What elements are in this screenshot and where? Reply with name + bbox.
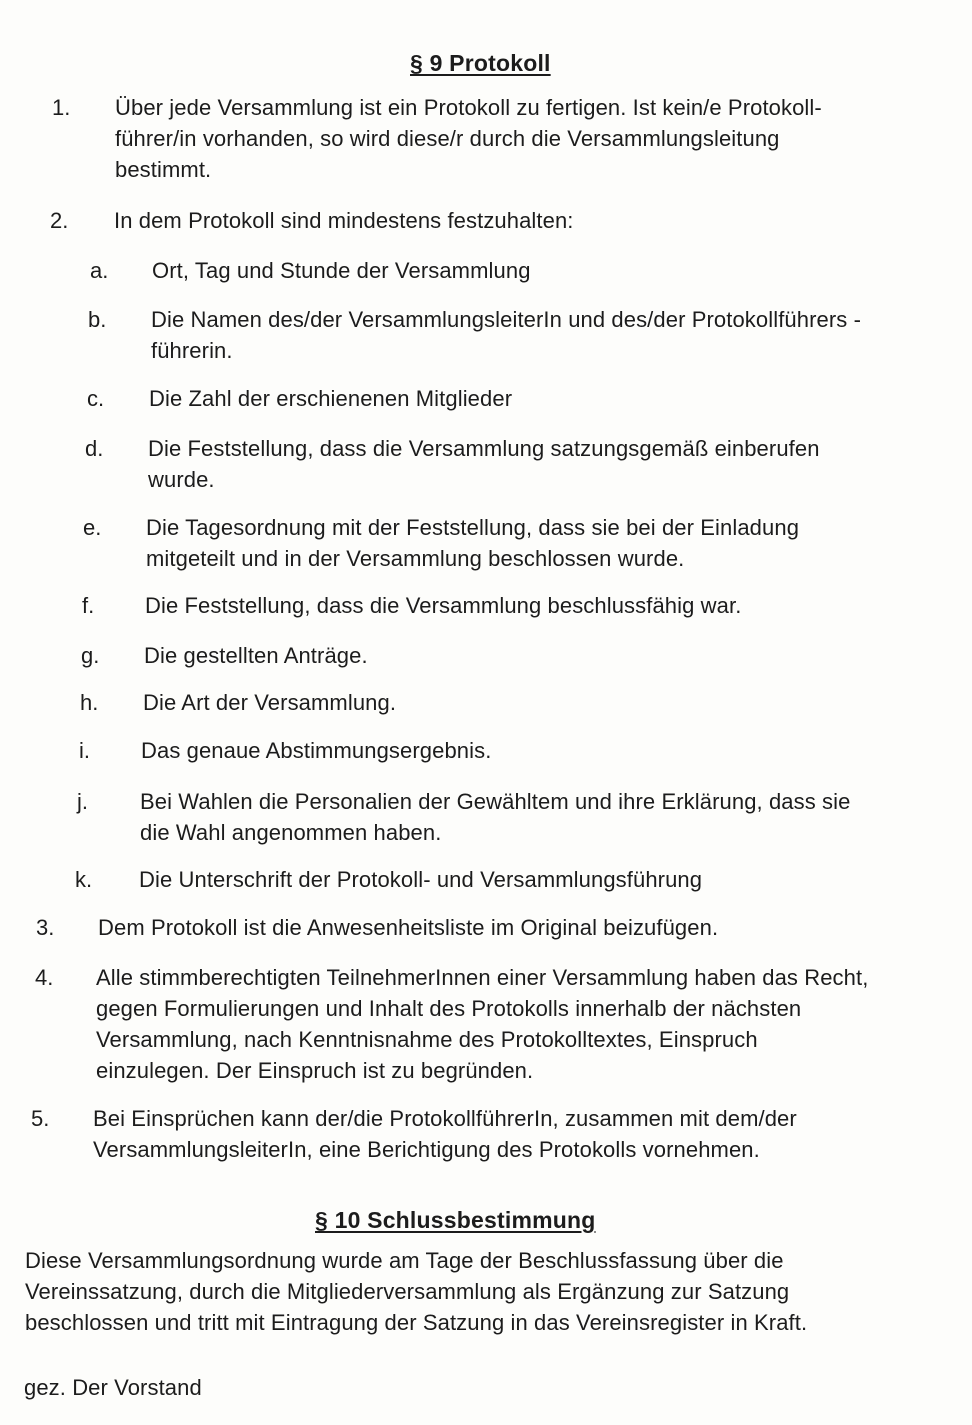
sub-letter: k.: [75, 867, 93, 892]
list-text: Bei Einsprüchen kann der/die ProtokollführerIn, zusammen mit dem/der VersammlungsleiterIn, eine Berichtigung des Protokolls vornehmen.: [93, 1106, 797, 1162]
sub-letter: b.: [88, 307, 107, 332]
sub-text: Die Unterschrift der Protokoll- und Versammlungsführung: [139, 867, 703, 892]
section-9-title: § 9 Protokoll: [410, 50, 551, 76]
sub-text: Die Feststellung, dass die Versammlung satzungsgemäß einberufen wurde.: [148, 436, 820, 492]
section-10-text: Diese Versammlungsordnung wurde am Tage der Beschlussfassung über die Vereinssatzung, durch die Mitgliederversammlung als Ergänzung zur Satzung beschlossen und tritt mit Eintragung der Satzung in das Vereinsregister in Kraft.: [25, 1248, 808, 1335]
sub-letter: f.: [82, 593, 95, 618]
list-number: 4.: [35, 965, 54, 990]
sub-text: Die Zahl der erschienenen Mitglieder: [149, 386, 513, 411]
list-text: Über jede Versammlung ist ein Protokoll zu fertigen. Ist kein/e Protokoll-führer/in vorhanden, so wird diese/r durch die Versammlungsleitung bestimmt.: [115, 95, 822, 182]
sub-text: Die gestellten Anträge.: [144, 643, 368, 668]
sub-text: Bei Wahlen die Personalien der Gewähltem und ihre Erklärung, dass sie die Wahl angenommen haben.: [140, 789, 851, 845]
list-number: 3.: [36, 915, 55, 940]
sub-text: Die Tagesordnung mit der Feststellung, dass sie bei der Einladung mitgeteilt und in der Versammlung beschlossen wurde.: [146, 515, 800, 571]
sub-letter: e.: [83, 515, 102, 540]
sub-letter: g.: [81, 643, 100, 668]
sub-text: Die Namen des/der VersammlungsleiterIn und des/der Protokollführers - führerin.: [151, 307, 862, 363]
sub-letter: c.: [87, 386, 105, 411]
list-number: 1.: [52, 95, 71, 120]
list-number: 5.: [31, 1106, 50, 1131]
sub-text: Ort, Tag und Stunde der Versammlung: [152, 258, 531, 283]
list-number: 2.: [50, 208, 69, 233]
list-text: In dem Protokoll sind mindestens festzuhalten:: [114, 208, 574, 233]
list-text: Dem Protokoll ist die Anwesenheitsliste im Original beizufügen.: [98, 915, 719, 940]
sub-text: Das genaue Abstimmungsergebnis.: [141, 738, 492, 763]
sub-text: Die Feststellung, dass die Versammlung beschlussfähig war.: [145, 593, 742, 618]
sub-text: Die Art der Versammlung.: [143, 690, 397, 715]
list-text: Alle stimmberechtigten TeilnehmerInnen einer Versammlung haben das Recht, gegen Formulierungen und Inhalt des Protokolls innerhalb der nächsten Versammlung, nach Kenntnisnahme des Protokolltextes, Einspruch einzulegen. Der Einspruch ist zu begründen.: [96, 965, 869, 1083]
sub-letter: d.: [85, 436, 104, 461]
section-10-title: § 10 Schlussbestimmung: [315, 1207, 596, 1233]
sub-letter: i.: [79, 738, 90, 763]
sub-letter: j.: [77, 789, 88, 814]
sub-letter: a.: [90, 258, 109, 283]
sub-letter: h.: [80, 690, 99, 715]
closing-signature-line: gez. Der Vorstand: [24, 1375, 202, 1400]
